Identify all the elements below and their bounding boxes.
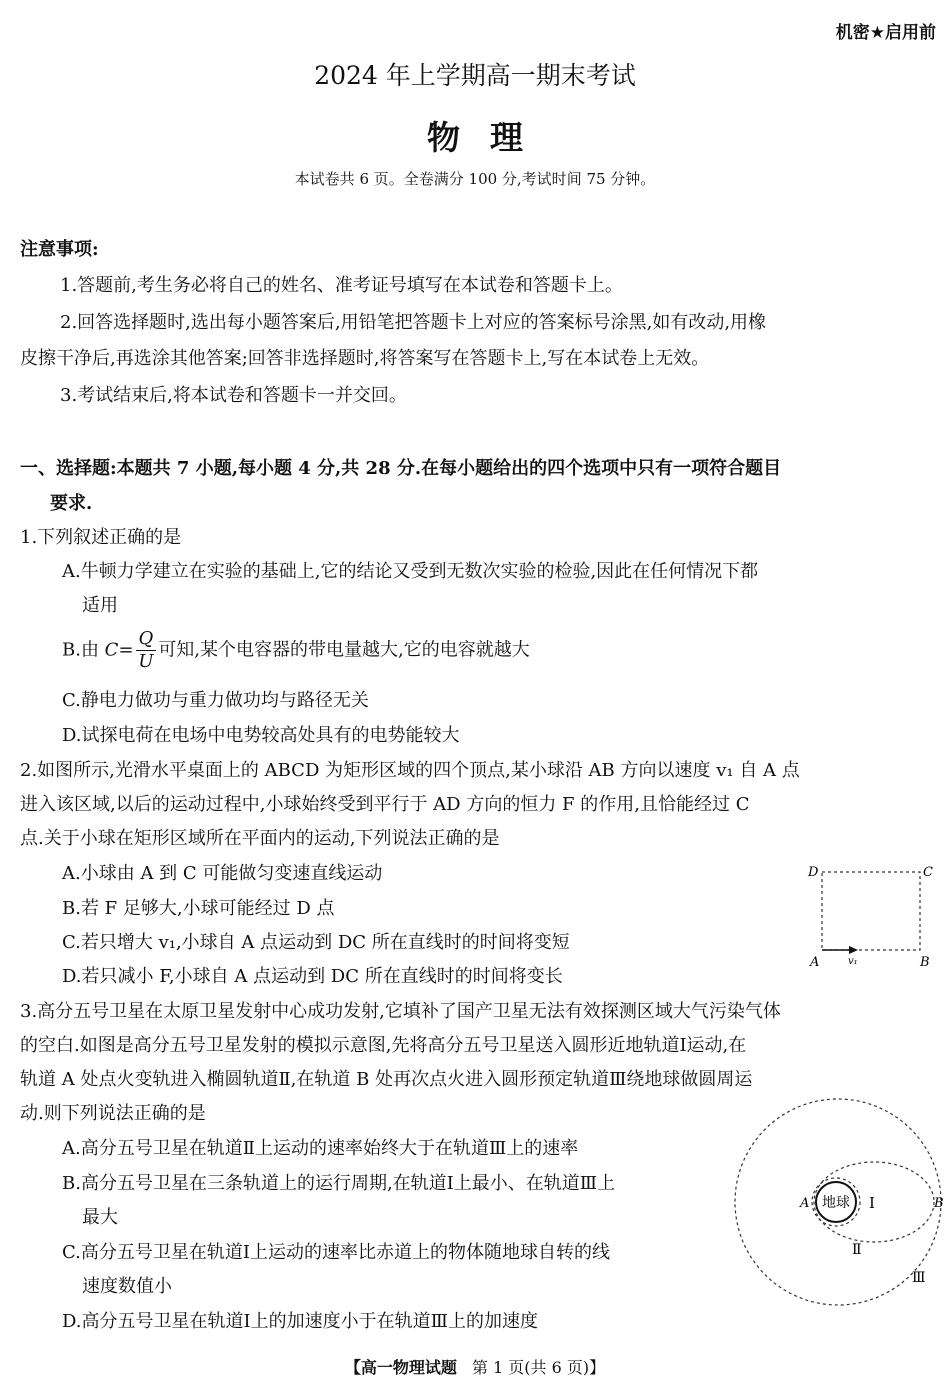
q1-option-b-var: C — [104, 639, 119, 661]
notice-item-2-line-2: 皮擦干净后,再选涂其他答案;回答非选择题时,将答案写在答题卡上,写在本试卷上无效。 — [20, 348, 710, 369]
orbit-label-iii: Ⅲ — [912, 1270, 926, 1286]
q3-stem-line-2: 的空白.如图是高分五号卫星发射的模拟示意图,先将高分五号卫星送入圆形近地轨道Ⅰ运动,在 — [20, 1035, 747, 1056]
q3-stem-line-1: 3.高分五号卫星在太原卫星发射中心成功发射,它填补了国产卫星无法有效探测区域大气污染气体 — [20, 1001, 781, 1022]
q2-stem-line-3: 点.关于小球在矩形区域所在平面内的运动,下列说法正确的是 — [20, 828, 500, 849]
section-heading-line-2: 要求. — [50, 493, 93, 514]
q3-orbit-figure — [728, 1097, 950, 1319]
notice-item-1: 1.答题前,考生务必将自己的姓名、准考证号填写在本试卷和答题卡上。 — [60, 275, 623, 296]
notice-item-2-line-1: 2.回答选择题时,选出每小题答案后,用铅笔把答题卡上对应的答案标号涂黑,如有改动,用橡 — [60, 312, 767, 333]
notice-item-3: 3.考试结束后,将本试卷和答题卡一并交回。 — [60, 385, 407, 406]
q3-stem-line-4: 动.则下列说法正确的是 — [20, 1103, 206, 1124]
q2-option-c: C.若只增大 v₁,小球自 A 点运动到 DC 所在直线时的时间将变短 — [62, 932, 570, 953]
q3-option-d: D.高分五号卫星在轨道Ⅰ上的加速度小于在轨道Ⅲ上的加速度 — [62, 1311, 538, 1332]
confidential-label: 机密★启用前 — [835, 23, 936, 43]
velocity-arrowhead — [849, 946, 858, 954]
earth-label: 地球 — [822, 1195, 850, 1211]
rectangle-abcd — [822, 872, 920, 950]
point-label-b: B — [934, 1196, 944, 1211]
notice-heading: 注意事项: — [20, 239, 99, 260]
q2-option-a: A.小球由 A 到 C 可能做匀变速直线运动 — [62, 863, 383, 884]
vertex-label-b: B — [920, 955, 930, 970]
vertex-label-d: D — [808, 865, 819, 880]
q1-option-a-line-2: 适用 — [82, 595, 118, 616]
q3-option-c-line-2: 速度数值小 — [82, 1276, 172, 1297]
q2-option-d: D.若只减小 F,小球自 A 点运动到 DC 所在直线时的时间将变长 — [62, 966, 563, 987]
q1-option-c: C.静电力做功与重力做功均与路径无关 — [62, 690, 369, 711]
footer-page: 第 1 页(共 6 页)】 — [471, 1358, 606, 1377]
section-heading-line-1: 一、选择题:本题共 7 小题,每小题 4 分,共 28 分.在每小题给出的四个选项中只有一项符合题目 — [20, 458, 782, 479]
q1-stem: 1.下列叙述正确的是 — [20, 527, 182, 548]
q1-option-b-eq: = — [118, 639, 134, 661]
subject-title: 物理 — [427, 118, 553, 157]
q1-option-b-text: 可知,某个电容器的带电量越大,它的电容就越大 — [158, 639, 530, 661]
fraction-numerator: Q — [136, 628, 157, 651]
q1-option-d: D.试探电荷在电场中电势较高处具有的电势能较大 — [62, 725, 460, 746]
q2-stem-line-1: 2.如图所示,光滑水平桌面上的 ABCD 为矩形区域的四个顶点,某小球沿 AB 方向以速度 v₁ 自 A 点 — [20, 760, 800, 781]
point-label-a: A — [800, 1196, 810, 1211]
vertex-label-c: C — [923, 865, 933, 880]
q3-option-b-line-2: 最大 — [82, 1207, 118, 1228]
velocity-label: v₁ — [848, 956, 858, 967]
q1-option-b — [62, 628, 530, 673]
q3-option-a: A.高分五号卫星在轨道Ⅱ上运动的速率始终大于在轨道Ⅲ上的速率 — [62, 1138, 579, 1159]
q1-option-b-prefix: B.由 — [62, 639, 105, 661]
fraction-denominator: U — [138, 651, 154, 672]
exam-title: 2024 年上学期高一期末考试 — [314, 61, 636, 90]
orbit-label-ii: Ⅱ — [852, 1242, 862, 1258]
exam-info: 本试卷共 6 页。全卷满分 100 分,考试时间 75 分钟。 — [294, 170, 656, 188]
q1-option-b-fraction — [136, 628, 157, 673]
q2-rectangle-figure — [800, 858, 940, 976]
page-footer — [0, 1355, 950, 1378]
q3-option-c-line-1: C.高分五号卫星在轨道Ⅰ上运动的速率比赤道上的物体随地球自转的线 — [62, 1242, 610, 1263]
q1-option-a-line-1: A.牛顿力学建立在实验的基础上,它的结论又受到无数次实验的检验,因此在任何情况下都 — [62, 561, 759, 582]
q3-option-b-line-1: B.高分五号卫星在三条轨道上的运行周期,在轨道Ⅰ上最小、在轨道Ⅲ上 — [62, 1173, 616, 1194]
q3-stem-line-3: 轨道 A 处点火变轨进入椭圆轨道Ⅱ,在轨道 B 处再次点火进入圆形预定轨道Ⅲ绕地球做圆周运 — [20, 1069, 753, 1090]
footer-course: 【高一物理试题 — [344, 1358, 457, 1377]
q2-option-b: B.若 F 足够大,小球可能经过 D 点 — [62, 898, 335, 919]
q2-stem-line-2: 进入该区域,以后的运动过程中,小球始终受到平行于 AD 方向的恒力 F 的作用,且恰能经过 C — [20, 794, 750, 815]
vertex-label-a: A — [810, 955, 820, 970]
orbit-label-i: Ⅰ — [869, 1194, 875, 1212]
